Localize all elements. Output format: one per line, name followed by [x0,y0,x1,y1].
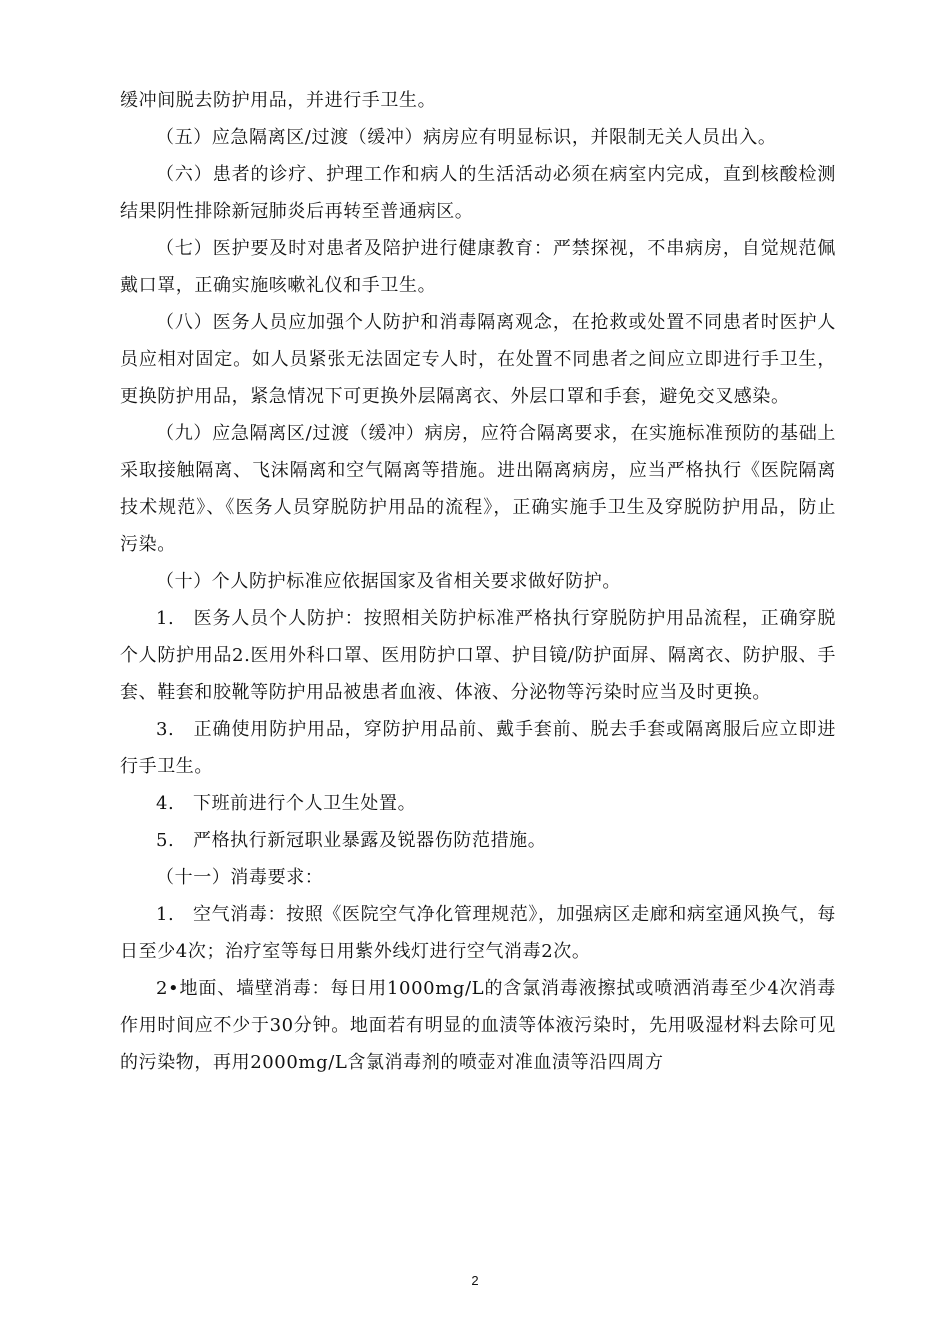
paragraph: 3. 正确使用防护用品，穿防护用品前、戴手套前、脱去手套或隔离服后应立即进行手卫生。 [120,719,836,777]
paragraph: 5. 严格执行新冠职业暴露及锐器伤防范措施。 [156,830,547,851]
paragraph: （七）医护要及时对患者及陪护进行健康教育：严禁探视，不串病房，自觉规范佩戴口罩，正确实施咳嗽礼仪和手卫生。 [120,238,836,296]
paragraph: （十一）消毒要求： [156,867,324,888]
paragraph: （十）个人防护标准应依据国家及省相关要求做好防护。 [156,571,621,592]
page-number: 2 [471,1273,479,1288]
paragraph: （五）应急隔离区/过渡（缓冲）病房应有明显标识，并限制无关人员出入。 [156,127,777,148]
paragraph: （八）医务人员应加强个人防护和消毒隔离观念，在抢救或处置不同患者时医护人员应相对固定。如人员紧张无法固定专人时，在处置不同患者之间应立即进行手卫生，更换防护用品，紧急情况下可更换外层隔离衣、外层口罩和手套，避免交叉感染。 [120,312,836,407]
paragraph: 2•地面、墙壁消毒：每日用1000mg/L的含氯消毒液擦拭或喷洒消毒至少4次消毒作用时间应不少于30分钟。地面若有明显的血渍等体液污染时，先用吸湿材料去除可见的污染物，再用2000mg/L含氯消毒剂的喷壶对准血渍等沿四周方 [120,978,836,1073]
paragraph: （六）患者的诊疗、护理工作和病人的生活活动必须在病室内完成，直到核酸检测结果阴性排除新冠肺炎后再转至普通病区。 [120,164,836,222]
document-body [120,82,836,1081]
paragraph: 1. 医务人员个人防护：按照相关防护标准严格执行穿脱防护用品流程，正确穿脱个人防护用品2.医用外科口罩、医用防护口罩、护目镜/防护面屏、隔离衣、防护服、手套、鞋套和胶靴等防护用品被患者血液、体液、分泌物等污染时应当及时更换。 [120,608,836,703]
paragraph: 1. 空气消毒：按照《医院空气净化管理规范》，加强病区走廊和病室通风换气，每日至少4次；治疗室等每日用紫外线灯进行空气消毒2次。 [120,904,836,962]
paragraph: 缓冲间脱去防护用品，并进行手卫生。 [120,90,437,111]
paragraph: 4. 下班前进行个人卫生处置。 [156,793,417,814]
paragraph: （九）应急隔离区/过渡（缓冲）病房，应符合隔离要求，在实施标准预防的基础上采取接触隔离、飞沫隔离和空气隔离等措施。进出隔离病房，应当严格执行《医院隔离技术规范》、《医务人员穿脱防护用品的流程》，正确实施手卫生及穿脱防护用品，防止污染。 [120,423,836,555]
